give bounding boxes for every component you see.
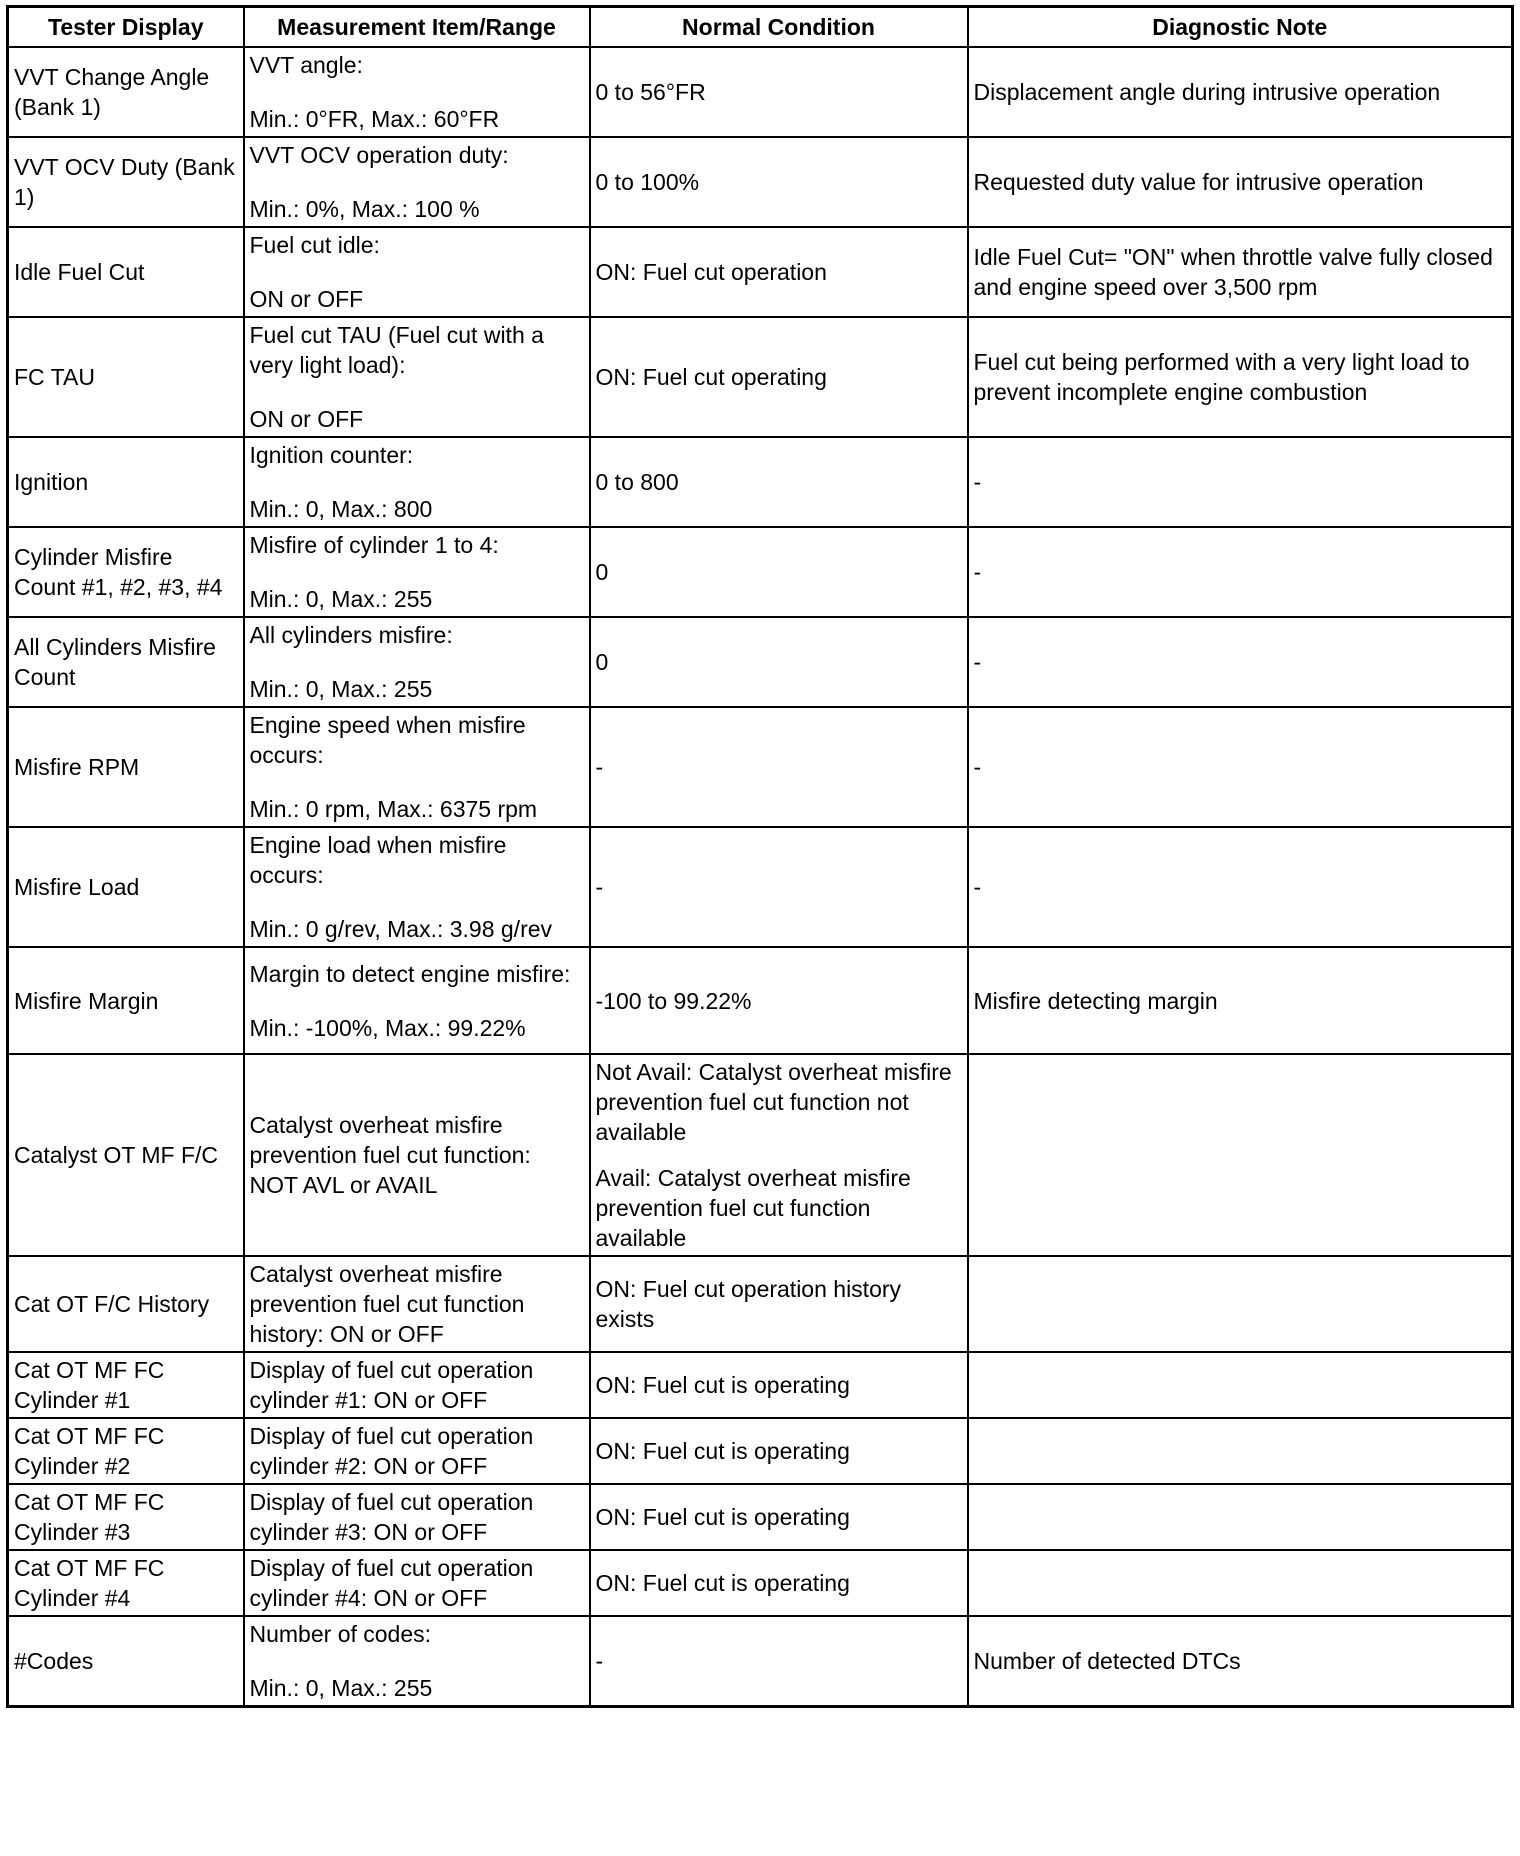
- cell-tester-display: Misfire Margin: [8, 947, 244, 1054]
- header-row: [8, 7, 1513, 48]
- cell-diagnostic-note: [968, 1352, 1513, 1418]
- measurement-item: VVT angle:: [249, 52, 363, 78]
- table-row: [8, 437, 1513, 527]
- cell-tester-display: Cat OT MF FC Cylinder #4: [8, 1550, 244, 1616]
- measurement-range: ON or OFF: [249, 406, 364, 432]
- cell-tester-display: Cylinder Misfire Count #1, #2, #3, #4: [8, 527, 244, 617]
- cell-normal-condition: 0 to 800: [590, 437, 968, 527]
- measurement-range: Min.: 0%, Max.: 100 %: [249, 196, 480, 222]
- cell-normal-condition: ON: Fuel cut operating: [590, 317, 968, 437]
- cell-diagnostic-note: [968, 1550, 1513, 1616]
- cell-measurement: Display of fuel cut operation cylinder #3: ON or OFF: [244, 1484, 590, 1550]
- cell-measurement: Display of fuel cut operation cylinder #4: ON or OFF: [244, 1550, 590, 1616]
- measurement-item: Margin to detect engine misfire:: [249, 960, 571, 987]
- cell-diagnostic-note: Requested duty value for intrusive operation: [968, 137, 1513, 227]
- cell-normal-condition: ON: Fuel cut is operating: [590, 1550, 968, 1616]
- cell-diagnostic-note: [968, 1484, 1513, 1550]
- table-row: [8, 227, 1513, 317]
- table-row: [8, 527, 1513, 617]
- cell-measurement: [244, 317, 590, 437]
- cell-normal-condition: 0 to 100%: [590, 137, 968, 227]
- measurement-range: Min.: 0°FR, Max.: 60°FR: [249, 106, 500, 132]
- table-row: [8, 827, 1513, 947]
- measurement-item: All cylinders misfire:: [249, 622, 453, 648]
- measurement-item: Fuel cut idle:: [249, 232, 380, 258]
- table-row: [8, 617, 1513, 707]
- cell-normal-condition: -: [590, 827, 968, 947]
- cell-normal-condition: -100 to 99.22%: [590, 947, 968, 1054]
- cell-tester-display: All Cylinders Misfire Count: [8, 617, 244, 707]
- cell-diagnostic-note: -: [968, 617, 1513, 707]
- cell-diagnostic-note: Idle Fuel Cut= "ON" when throttle valve fully closed and engine speed over 3,500 rpm: [968, 227, 1513, 317]
- cell-normal-condition: ON: Fuel cut operation: [590, 227, 968, 317]
- table-row: [8, 707, 1513, 827]
- cell-normal-condition: 0: [590, 527, 968, 617]
- cell-tester-display: Misfire RPM: [8, 707, 244, 827]
- cell-diagnostic-note: Number of detected DTCs: [968, 1616, 1513, 1707]
- normal-not-avail: Not Avail: Catalyst overheat misfire prevention fuel cut function not available: [595, 1059, 952, 1145]
- table-row: [8, 1550, 1513, 1616]
- cell-diagnostic-note: -: [968, 707, 1513, 827]
- cell-measurement: Display of fuel cut operation cylinder #2: ON or OFF: [244, 1418, 590, 1484]
- cell-diagnostic-note: -: [968, 827, 1513, 947]
- cell-normal-condition: -: [590, 1616, 968, 1707]
- cell-tester-display: Cat OT MF FC Cylinder #2: [8, 1418, 244, 1484]
- header-tester-display: Tester Display: [8, 7, 244, 48]
- measurement-range: Min.: 0, Max.: 255: [249, 586, 433, 612]
- cell-diagnostic-note: [968, 1256, 1513, 1352]
- table-row: [8, 317, 1513, 437]
- table-row: [8, 1484, 1513, 1550]
- cell-tester-display: Cat OT F/C History: [8, 1256, 244, 1352]
- cell-diagnostic-note: -: [968, 527, 1513, 617]
- header-normal-condition: Normal Condition: [590, 7, 968, 48]
- cell-normal-condition: -: [590, 707, 968, 827]
- measurement-item: Number of codes:: [249, 1621, 432, 1647]
- cell-normal-condition: ON: Fuel cut operation history exists: [590, 1256, 968, 1352]
- cell-measurement: Catalyst overheat misfire prevention fuel cut function: NOT AVL or AVAIL: [244, 1054, 590, 1256]
- cell-normal-condition: 0: [590, 617, 968, 707]
- measurement-item: Engine speed when misfire occurs:: [249, 712, 526, 768]
- cell-measurement: [244, 137, 590, 227]
- cell-tester-display: VVT Change Angle (Bank 1): [8, 47, 244, 137]
- cell-tester-display: Cat OT MF FC Cylinder #1: [8, 1352, 244, 1418]
- cell-measurement: Display of fuel cut operation cylinder #1: ON or OFF: [244, 1352, 590, 1418]
- cell-tester-display: VVT OCV Duty (Bank 1): [8, 137, 244, 227]
- measurement-item: Misfire of cylinder 1 to 4:: [249, 532, 499, 558]
- measurement-range: Min.: 0 rpm, Max.: 6375 rpm: [249, 796, 538, 822]
- cell-measurement: [244, 227, 590, 317]
- cell-tester-display: Idle Fuel Cut: [8, 227, 244, 317]
- cell-normal-condition: [590, 1054, 968, 1256]
- measurement-range: Min.: 0, Max.: 800: [249, 496, 433, 522]
- measurement-item: Fuel cut TAU (Fuel cut with a very light load):: [249, 322, 544, 378]
- cell-diagnostic-note: [968, 1418, 1513, 1484]
- measurement-range: Min.: 0, Max.: 255: [249, 1675, 433, 1701]
- cell-tester-display: Ignition: [8, 437, 244, 527]
- table-row: [8, 47, 1513, 137]
- table-row: [8, 1256, 1513, 1352]
- table-row: [8, 1054, 1513, 1256]
- measurement-range: Min.: -100%, Max.: 99.22%: [249, 1014, 526, 1041]
- cell-normal-condition: ON: Fuel cut is operating: [590, 1484, 968, 1550]
- cell-measurement: [244, 947, 590, 1054]
- table-row: [8, 1352, 1513, 1418]
- cell-tester-display: #Codes: [8, 1616, 244, 1707]
- cell-measurement: [244, 527, 590, 617]
- header-diagnostic-note: Diagnostic Note: [968, 7, 1513, 48]
- data-list-table: [6, 5, 1514, 1708]
- measurement-item: Ignition counter:: [249, 442, 414, 468]
- cell-diagnostic-note: -: [968, 437, 1513, 527]
- cell-measurement: Catalyst overheat misfire prevention fuel cut function history: ON or OFF: [244, 1256, 590, 1352]
- cell-tester-display: Catalyst OT MF F/C: [8, 1054, 244, 1256]
- cell-diagnostic-note: Misfire detecting margin: [968, 947, 1513, 1054]
- cell-normal-condition: ON: Fuel cut is operating: [590, 1352, 968, 1418]
- cell-diagnostic-note: Displacement angle during intrusive operation: [968, 47, 1513, 137]
- table-row: [8, 137, 1513, 227]
- measurement-range: Min.: 0 g/rev, Max.: 3.98 g/rev: [249, 916, 553, 942]
- normal-avail: Avail: Catalyst overheat misfire prevention fuel cut function available: [595, 1165, 911, 1251]
- cell-measurement: [244, 1616, 590, 1707]
- cell-normal-condition: ON: Fuel cut is operating: [590, 1418, 968, 1484]
- measurement-item: Engine load when misfire occurs:: [249, 832, 507, 888]
- cell-measurement: [244, 617, 590, 707]
- cell-measurement: [244, 707, 590, 827]
- cell-tester-display: FC TAU: [8, 317, 244, 437]
- cell-normal-condition: 0 to 56°FR: [590, 47, 968, 137]
- cell-diagnostic-note: Fuel cut being performed with a very light load to prevent incomplete engine combustion: [968, 317, 1513, 437]
- cell-measurement: [244, 437, 590, 527]
- measurement-range: ON or OFF: [249, 286, 364, 312]
- measurement-range: Min.: 0, Max.: 255: [249, 676, 433, 702]
- table-row: [8, 947, 1513, 1054]
- cell-measurement: [244, 47, 590, 137]
- cell-diagnostic-note: [968, 1054, 1513, 1256]
- table-row: [8, 1418, 1513, 1484]
- cell-tester-display: Misfire Load: [8, 827, 244, 947]
- table-row: [8, 1616, 1513, 1707]
- cell-tester-display: Cat OT MF FC Cylinder #3: [8, 1484, 244, 1550]
- cell-measurement: [244, 827, 590, 947]
- header-measurement-item: Measurement Item/Range: [244, 7, 590, 48]
- measurement-item: VVT OCV operation duty:: [249, 142, 509, 168]
